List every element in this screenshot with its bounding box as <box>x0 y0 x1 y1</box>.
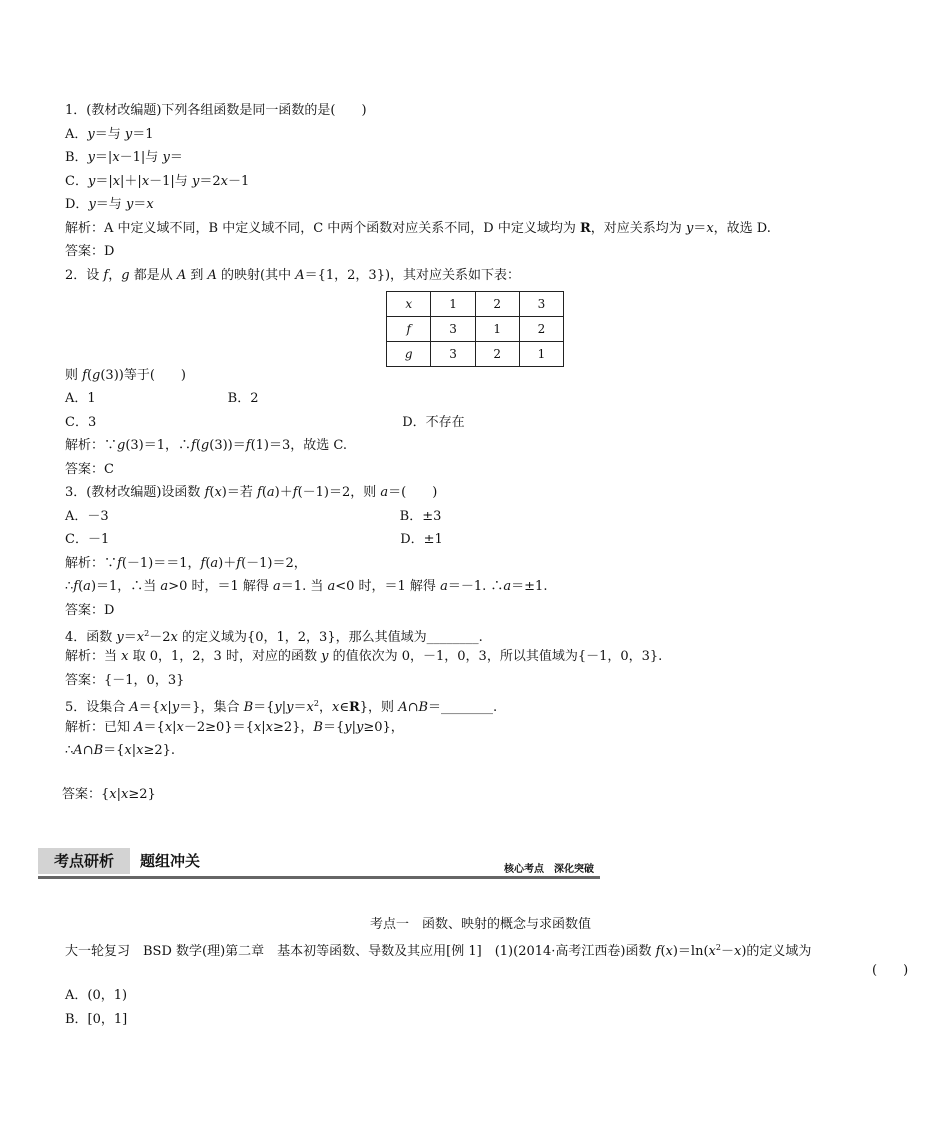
question-1-solution: 解析：A 中定义域不同，B 中定义域不同，C 中两个函数对应关系不同，D 中定义域均为 R，对应关系均为 y＝x，故选 D. <box>65 221 771 236</box>
question-3: 3．(教材改编题)设函数 f(x)＝若 f(a)＋f(－1)＝2，则 a＝( ) <box>65 485 438 500</box>
example-1-paren: ( ) <box>872 963 909 978</box>
banner-rule <box>38 876 600 879</box>
table-cell: 3 <box>431 317 475 342</box>
section-heading: 考点一 函数、映射的概念与求函数值 <box>370 917 592 932</box>
question-5-solution-1: 解析：已知 A＝{x|x－2≥0}＝{x|x≥2}，B＝{y|y≥0}， <box>65 720 404 735</box>
table-row <box>387 317 564 342</box>
example-1-option-a: A．(0，1) <box>65 988 128 1003</box>
mapping-table <box>386 291 564 367</box>
table-cell: 2 <box>475 342 519 367</box>
table-row <box>387 342 564 367</box>
question-4-answer: 答案：{－1，0，3} <box>65 673 185 688</box>
question-2-solution: 解析：∵g(3)＝1，∴f(g(3))＝f(1)＝3，故选 C. <box>65 438 347 453</box>
question-1-option-d: D．y＝与 y＝x <box>65 197 154 212</box>
table-cell: 3 <box>431 342 475 367</box>
question-1-option-a: A．y＝与 y＝1 <box>65 127 154 142</box>
table-header-cell: x <box>387 292 431 317</box>
question-3-options-cd: C．－1 D．±1 <box>65 532 443 547</box>
question-1-option-c: C．y＝|x|＋|x－1|与 y＝2x－1 <box>65 174 250 189</box>
example-1: 大一轮复习 BSD 数学(理)第二章 基本初等函数、导数及其应用[例 1] (1)(2014·高考江西卷)函数 $f(x)=\ln(x^2-x)$的定义域为 <box>65 943 812 959</box>
question-1-option-b: B．y＝|x－1|与 y＝ <box>65 150 183 165</box>
banner-title: 题组冲关 <box>140 852 201 870</box>
question-3-solution-2: ∴f(a)＝1，∴当 a>0 时，＝1 解得 a＝1. 当 a<0 时，＝1 解得 a＝－1. ∴a＝±1. <box>65 579 548 594</box>
question-4-solution: 解析：当 x 取 0，1，2，3 时，对应的函数 y 的值依次为 0，－1，0，3，所以其值域为{－1，0，3}. <box>65 649 663 664</box>
table-header-cell: g <box>387 342 431 367</box>
table-cell: 3 <box>519 292 563 317</box>
banner-tag: 考点研析 <box>38 848 130 874</box>
example-1-option-b: B．[0，1] <box>65 1012 128 1027</box>
table-cell: 2 <box>519 317 563 342</box>
banner-right-text: 核心考点 深化突破 <box>504 864 594 875</box>
table-header-cell: f <box>387 317 431 342</box>
table-cell: 1 <box>475 317 519 342</box>
question-2-options-cd: C．3 D．不存在 <box>65 415 465 430</box>
question-3-solution-1: 解析：∵f(－1)＝＝1，f(a)＋f(－1)＝2， <box>65 556 307 571</box>
question-1-answer: 答案：D <box>65 244 115 259</box>
question-2: 2．设 f，g 都是从 A 到 A 的映射(其中 A＝{1，2，3})，其对应关系如下表： <box>65 268 521 283</box>
question-5-solution-2: ∴A∩B＝{x|x≥2}. <box>65 743 176 758</box>
question-3-options-ab: A．－3 B．±3 <box>65 509 442 524</box>
question-2-prompt: 则 f(g(3))等于( ) <box>65 368 186 383</box>
table-cell: 1 <box>431 292 475 317</box>
question-3-answer: 答案：D <box>65 603 115 618</box>
question-4: 4．函数 $y=x^2-2x$ 的定义域为{0，1，2，3}，那么其值域为________. <box>65 629 483 645</box>
question-2-options-ab: A．1 B．2 <box>65 391 259 406</box>
table-cell: 2 <box>475 292 519 317</box>
table-cell: 1 <box>519 342 563 367</box>
section-banner <box>38 848 600 880</box>
table-row <box>387 292 564 317</box>
question-5: 5．设集合 A＝{x|y＝}，集合 $B=\{y|y=x^2$，x∈R}，则 A∩B＝________. <box>65 699 498 715</box>
question-5-answer: 答案：{x|x≥2} <box>62 787 156 802</box>
question-2-answer: 答案：C <box>65 462 114 477</box>
question-1: 1．(教材改编题)下列各组函数是同一函数的是( ) <box>65 103 367 118</box>
